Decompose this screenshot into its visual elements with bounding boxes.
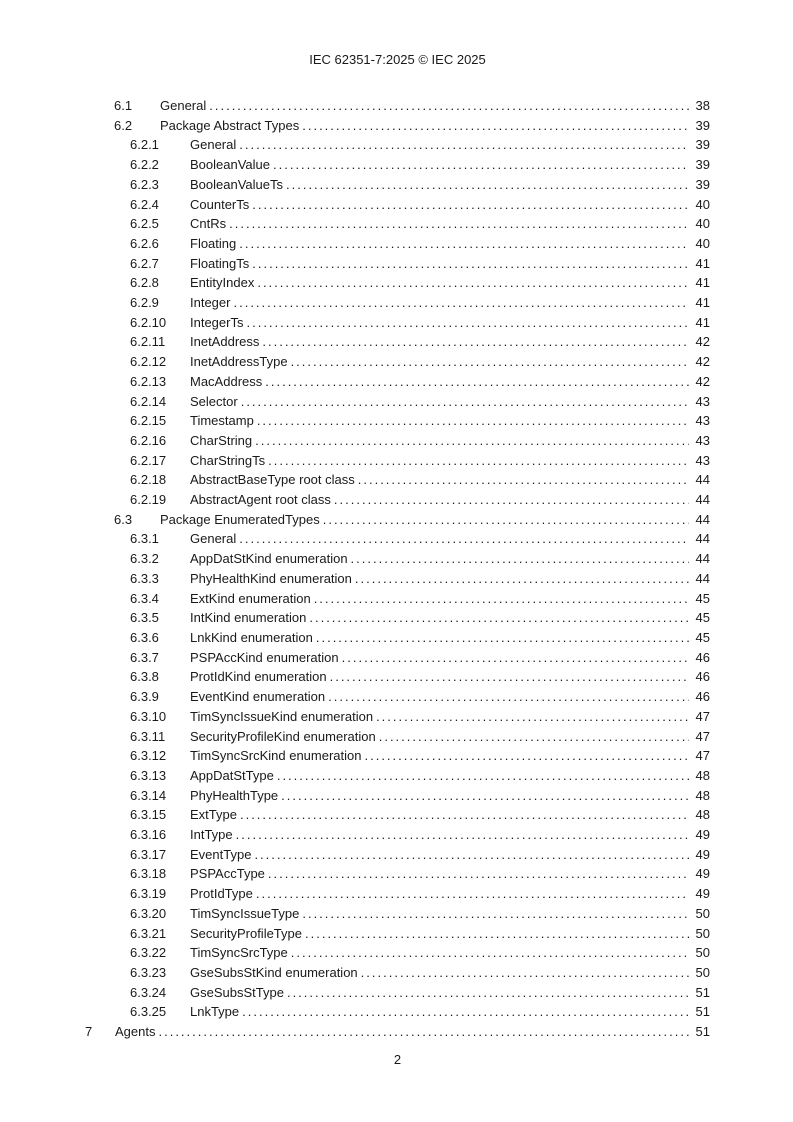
toc-entry-page: 49 (695, 886, 710, 902)
toc-entry-title: SecurityProfileKind enumeration (190, 728, 376, 744)
toc-entry (85, 214, 710, 234)
toc-entry-title: TimSyncSrcType (190, 945, 288, 961)
toc-entry-leader-dots (233, 293, 689, 313)
toc-entry-number: 6.2.7 (130, 255, 159, 271)
toc-entry-number: 6.2.13 (130, 373, 167, 389)
toc-entry (85, 864, 710, 884)
toc-entry-number: 6.2.3 (130, 176, 159, 192)
toc-entry-number: 6.2.10 (130, 314, 167, 330)
toc-entry (85, 392, 710, 412)
toc-entry-page: 50 (695, 964, 710, 980)
toc-entry-page: 43 (695, 432, 710, 448)
toc-entry-page: 44 (695, 551, 710, 567)
toc-entry-leader-dots (281, 786, 689, 806)
toc-entry-title: AbstractAgent root class (190, 492, 331, 508)
toc-entry (85, 155, 710, 175)
toc-entry-page: 49 (695, 827, 710, 843)
toc-entry-page: 49 (695, 866, 710, 882)
toc-entry-page: 47 (695, 708, 710, 724)
toc-entry-title: LnkKind enumeration (190, 629, 313, 645)
toc-entry (85, 451, 710, 471)
toc-entry (85, 313, 710, 333)
toc-entry-leader-dots (330, 667, 689, 687)
toc-entry-page: 48 (695, 807, 710, 823)
toc-entry-leader-dots (241, 392, 689, 412)
toc-entry-page: 46 (695, 649, 710, 665)
toc-entry-page: 51 (695, 1024, 710, 1040)
toc-entry-number: 6.3.21 (130, 925, 167, 941)
toc-entry-leader-dots (309, 608, 689, 628)
toc-entry-number: 6.2.14 (130, 393, 167, 409)
toc-entry (85, 648, 710, 668)
toc-entry-leader-dots (277, 766, 689, 786)
toc-entry (85, 687, 710, 707)
footer-page-number: 2 (393, 1051, 402, 1067)
toc-entry-title: CharStringTs (190, 452, 266, 468)
toc-entry-leader-dots (314, 589, 689, 609)
toc-entry-number: 6.3.24 (130, 984, 167, 1000)
toc-entry-title: TimSyncIssueKind enumeration (190, 708, 374, 724)
toc-entry-page: 44 (695, 492, 710, 508)
toc-entry-number: 6.3.16 (130, 827, 167, 843)
toc-entry-page: 42 (695, 354, 710, 370)
toc-entry (85, 1022, 710, 1042)
toc-entry (85, 135, 710, 155)
toc-entry-title: ProtIdKind enumeration (190, 669, 327, 685)
toc-entry-number: 6.2.9 (130, 295, 159, 311)
toc-entry (85, 234, 710, 254)
toc-entry-title: SecurityProfileType (190, 925, 302, 941)
toc-entry-leader-dots (252, 254, 689, 274)
toc-entry-leader-dots (236, 825, 689, 845)
toc-entry (85, 490, 710, 510)
toc-entry (85, 628, 710, 648)
toc-entry-page: 44 (695, 472, 710, 488)
toc-entry (85, 293, 710, 313)
toc-entry-leader-dots (256, 884, 689, 904)
toc-entry-number: 6.3.15 (130, 807, 167, 823)
toc-entry (85, 884, 710, 904)
toc-entry (85, 529, 710, 549)
toc-entry-title: CntRs (190, 216, 227, 232)
toc-entry-page: 40 (695, 196, 710, 212)
toc-entry-page: 44 (695, 570, 710, 586)
toc-entry-leader-dots (242, 1002, 689, 1022)
toc-entry-leader-dots (334, 490, 689, 510)
toc-entry (85, 431, 710, 451)
toc-entry-leader-dots (302, 116, 689, 136)
toc-entry-page: 39 (695, 157, 710, 173)
toc-entry-title: CounterTs (190, 196, 250, 212)
toc-entry (85, 470, 710, 490)
toc-entry-number: 6.2.2 (130, 157, 159, 173)
toc-entry-title: MacAddress (190, 373, 263, 389)
toc-entry-number: 6.2.16 (130, 432, 167, 448)
toc-entry-title: FloatingTs (190, 255, 250, 271)
toc-entry-page: 48 (695, 787, 710, 803)
toc-entry-number: 6.3.10 (130, 708, 167, 724)
toc-entry-page: 44 (695, 531, 710, 547)
toc-entry-number: 6.3.9 (130, 689, 159, 705)
toc-entry-page: 41 (695, 275, 710, 291)
toc-entry-title: AppDatStType (190, 767, 274, 783)
toc-entry (85, 175, 710, 195)
toc-entry (85, 195, 710, 215)
toc-entry-number: 6.2 (114, 117, 133, 133)
toc-entry-title: InetAddress (190, 334, 260, 350)
toc-entry-number: 6.3.4 (130, 590, 159, 606)
toc-entry (85, 983, 710, 1003)
toc-entry-number: 6.2.5 (130, 216, 159, 232)
toc-entry-page: 41 (695, 295, 710, 311)
toc-entry-leader-dots (323, 510, 689, 530)
toc-entry-number: 6.3.17 (130, 846, 167, 862)
toc-entry-page: 46 (695, 689, 710, 705)
toc-entry-page: 50 (695, 905, 710, 921)
toc-entry-title: IntType (190, 827, 233, 843)
toc-entry (85, 727, 710, 747)
toc-entry-page: 39 (695, 137, 710, 153)
toc-entry-page: 39 (695, 176, 710, 192)
toc-entry (85, 510, 710, 530)
toc-entry-number: 6.2.8 (130, 275, 159, 291)
toc-entry-page: 47 (695, 728, 710, 744)
toc-entry-leader-dots (358, 470, 689, 490)
toc-entry-leader-dots (239, 529, 689, 549)
toc-entry-leader-dots (158, 1022, 689, 1042)
toc-entry (85, 411, 710, 431)
toc-entry (85, 332, 710, 352)
toc-entry-leader-dots (316, 628, 689, 648)
toc-entry-leader-dots (342, 648, 689, 668)
toc-entry-leader-dots (291, 943, 689, 963)
toc-entry (85, 667, 710, 687)
toc-entry-title: GseSubsStType (190, 984, 284, 1000)
toc-entry (85, 924, 710, 944)
toc-entry-page: 45 (695, 610, 710, 626)
toc-entry-number: 6.2.17 (130, 452, 167, 468)
toc-entry-page: 41 (695, 255, 710, 271)
toc-entry (85, 786, 710, 806)
toc-entry-title: ProtIdType (190, 886, 253, 902)
toc-entry-number: 6.3.13 (130, 767, 167, 783)
toc-entry-title: EntityIndex (190, 275, 255, 291)
toc-entry (85, 372, 710, 392)
toc-entry-leader-dots (239, 234, 689, 254)
toc-entry-number: 6.2.1 (130, 137, 159, 153)
toc-entry-number: 6.3.25 (130, 1004, 167, 1020)
toc-entry-leader-dots (255, 431, 689, 451)
toc-entry-number: 6.3.18 (130, 866, 167, 882)
toc-entry-title: PSPAccType (190, 866, 265, 882)
toc-entry-leader-dots (305, 924, 689, 944)
toc-entry-page: 49 (695, 846, 710, 862)
toc-entry-number: 7 (85, 1024, 93, 1040)
toc-entry-page: 39 (695, 117, 710, 133)
toc-entry-title: BooleanValueTs (190, 176, 283, 192)
toc-entry-page: 38 (695, 98, 710, 113)
toc-entry-leader-dots (262, 332, 689, 352)
toc-entry-number: 6.3.12 (130, 748, 167, 764)
toc-entry-leader-dots (291, 352, 689, 372)
toc-entry-leader-dots (376, 707, 689, 727)
toc-entry-title: PSPAccKind enumeration (190, 649, 339, 665)
toc-entry-leader-dots (302, 904, 689, 924)
toc-entry-leader-dots (287, 983, 689, 1003)
toc-entry (85, 707, 710, 727)
toc-entry-title: CharString (190, 432, 253, 448)
toc-entry-leader-dots (246, 313, 689, 333)
toc-entry-title: ExtType (190, 807, 237, 823)
toc-entry-title: Agents (115, 1024, 156, 1040)
toc-entry-title: GseSubsStKind enumeration (190, 964, 358, 980)
toc-entry-number: 6.3.5 (130, 610, 159, 626)
toc-entry (85, 904, 710, 924)
toc-entry (85, 608, 710, 628)
toc-entry-title: IntKind enumeration (190, 610, 307, 626)
toc-entry-number: 6.3.14 (130, 787, 167, 803)
toc-entry-leader-dots (355, 569, 689, 589)
toc-entry-page: 43 (695, 393, 710, 409)
toc-entry-number: 6.2.18 (130, 472, 167, 488)
toc-entry-page: 41 (695, 314, 710, 330)
toc-entry (85, 273, 710, 293)
toc-entry-leader-dots (328, 687, 689, 707)
toc-entry (85, 766, 710, 786)
toc-entry-leader-dots (273, 155, 689, 175)
toc-entry-title: InetAddressType (190, 354, 288, 370)
toc-entry-title: Package EnumeratedTypes (160, 511, 320, 527)
toc-entry-leader-dots (257, 411, 689, 431)
toc-entry (85, 1002, 710, 1022)
toc-entry-title: BooleanValue (190, 157, 270, 173)
toc-entry-leader-dots (379, 727, 689, 747)
toc-entry-leader-dots (254, 845, 689, 865)
toc-entry (85, 96, 710, 116)
toc-entry-number: 6.3.19 (130, 886, 167, 902)
toc-entry-leader-dots (286, 175, 689, 195)
toc-entry (85, 589, 710, 609)
toc-entry-title: General (190, 531, 237, 547)
toc-entry-number: 6.3.1 (130, 531, 159, 547)
toc-entry-number: 6.2.12 (130, 354, 167, 370)
toc-entry-page: 51 (695, 1004, 710, 1020)
toc-entry-title: General (160, 98, 207, 113)
toc-entry-title: IntegerTs (190, 314, 244, 330)
toc-entry-leader-dots (257, 273, 689, 293)
toc-entry-title: AbstractBaseType root class (190, 472, 355, 488)
toc-entry-number: 6.2.4 (130, 196, 159, 212)
toc-entry-page: 43 (695, 452, 710, 468)
toc-entry-title: Integer (190, 295, 231, 311)
toc-entry-number: 6.3.6 (130, 629, 159, 645)
toc-entry-page: 44 (695, 511, 710, 527)
toc-entry-page: 40 (695, 216, 710, 232)
toc-entry-leader-dots (361, 963, 689, 983)
toc-entry-title: TimSyncIssueType (190, 905, 300, 921)
toc-list (85, 96, 710, 1042)
toc-entry-leader-dots (268, 864, 689, 884)
toc-entry (85, 943, 710, 963)
toc-entry-page: 45 (695, 629, 710, 645)
toc-entry-number: 6.3.8 (130, 669, 159, 685)
toc-entry-page: 51 (695, 984, 710, 1000)
toc-entry-number: 6.2.19 (130, 492, 167, 508)
toc-entry-number: 6.2.6 (130, 235, 159, 251)
toc-entry-title: ExtKind enumeration (190, 590, 311, 606)
toc-entry-title: LnkType (190, 1004, 240, 1020)
toc-entry-title: Timestamp (190, 413, 254, 429)
toc-entry (85, 116, 710, 136)
toc-entry-title: TimSyncSrcKind enumeration (190, 748, 362, 764)
toc-entry-number: 6.3.3 (130, 570, 159, 586)
toc-entry-leader-dots (239, 135, 689, 155)
toc-entry-title: EventType (190, 846, 252, 862)
toc-entry-title: EventKind enumeration (190, 689, 326, 705)
toc-entry-number: 6.1 (114, 98, 133, 113)
document-header: IEC 62351-7:2025 © IEC 2025 (309, 52, 486, 67)
toc-entry-number: 6.3.2 (130, 551, 159, 567)
toc-entry-page: 45 (695, 590, 710, 606)
toc-entry-leader-dots (351, 549, 689, 569)
toc-entry-leader-dots (265, 372, 689, 392)
toc-entry-leader-dots (252, 195, 689, 215)
toc-entry-title: PhyHealthKind enumeration (190, 570, 352, 586)
toc-entry-number: 6.3.23 (130, 964, 167, 980)
toc-entry (85, 254, 710, 274)
toc-entry-page: 42 (695, 334, 710, 350)
toc-entry-number: 6.3.20 (130, 905, 167, 921)
toc-entry-number: 6.3.22 (130, 945, 167, 961)
toc-entry-page: 46 (695, 669, 710, 685)
toc-entry-number: 6.3.7 (130, 649, 159, 665)
toc-entry-title: Selector (190, 393, 238, 409)
toc-entry-title: PhyHealthType (190, 787, 279, 803)
toc-entry-leader-dots (240, 805, 689, 825)
toc-entry (85, 805, 710, 825)
toc-entry-page: 48 (695, 767, 710, 783)
toc-entry (85, 746, 710, 766)
toc-entry-number: 6.3.11 (130, 728, 166, 744)
toc-entry-page: 50 (695, 945, 710, 961)
toc-entry-number: 6.2.11 (130, 334, 166, 350)
toc-entry-page: 40 (695, 235, 710, 251)
toc-entry-page: 42 (695, 373, 710, 389)
toc-entry-number: 6.2.15 (130, 413, 167, 429)
toc-entry-leader-dots (268, 451, 689, 471)
toc-entry-page: 43 (695, 413, 710, 429)
toc-entry (85, 352, 710, 372)
toc-entry-leader-dots (229, 214, 689, 234)
toc-entry-title: Floating (190, 235, 237, 251)
toc-entry-page: 47 (695, 748, 710, 764)
toc-entry-leader-dots (209, 96, 689, 116)
toc-entry-title: General (190, 137, 237, 153)
toc-entry-page: 50 (695, 925, 710, 941)
toc-entry (85, 569, 710, 589)
toc-entry (85, 549, 710, 569)
toc-entry-leader-dots (364, 746, 689, 766)
toc-entry-title: Package Abstract Types (160, 117, 300, 133)
toc-entry (85, 963, 710, 983)
toc-entry-title: AppDatStKind enumeration (190, 551, 348, 567)
toc-entry (85, 825, 710, 845)
toc-entry (85, 845, 710, 865)
toc-entry-number: 6.3 (114, 511, 133, 527)
